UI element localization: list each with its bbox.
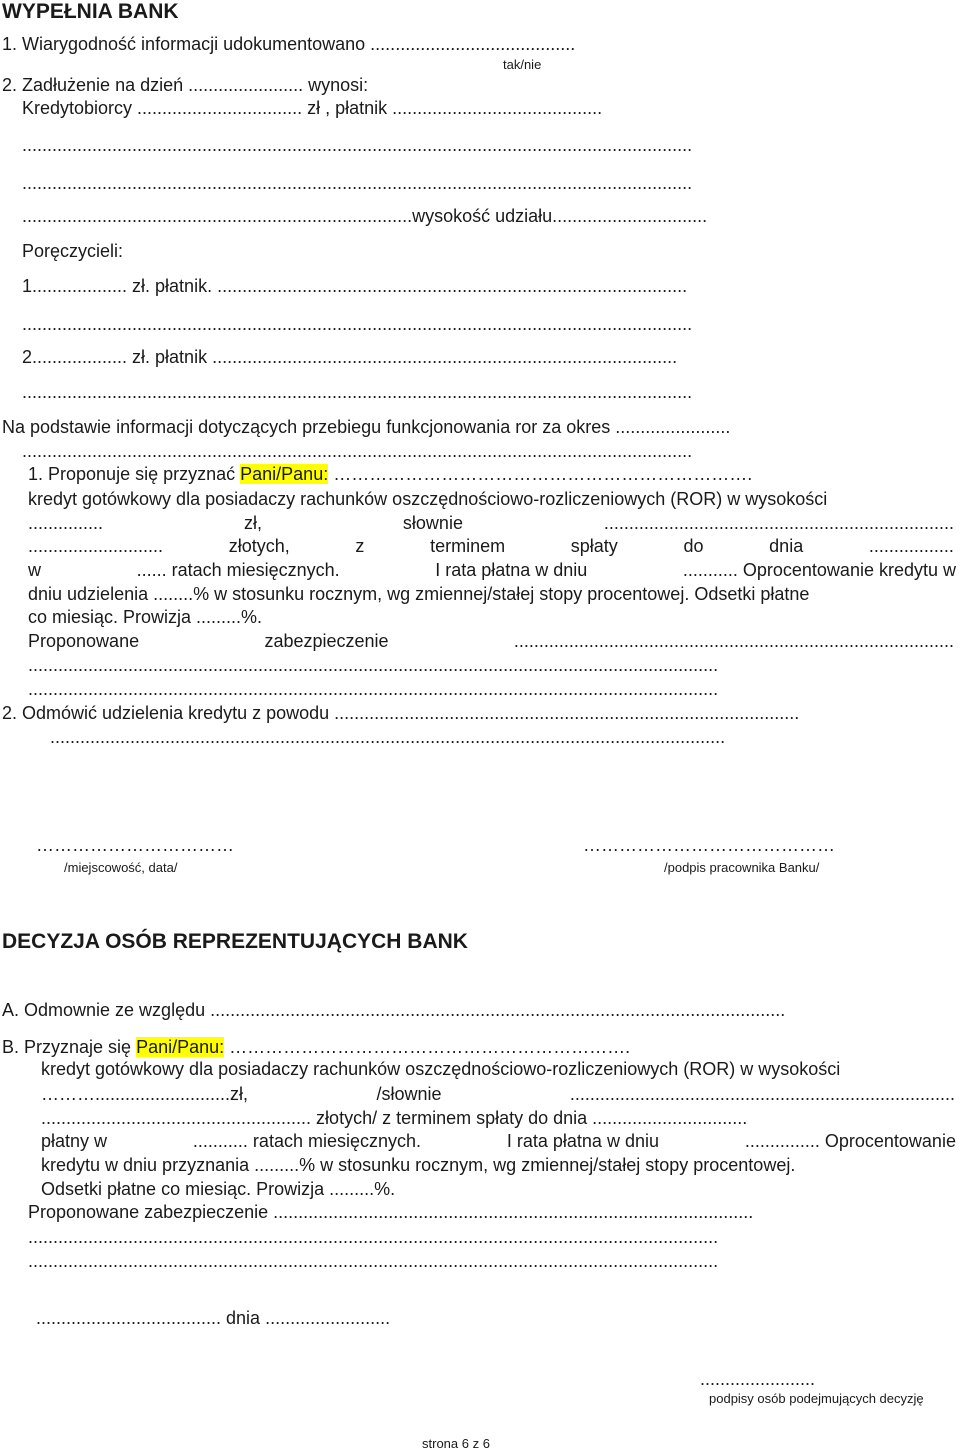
text-seg: I rata płatna w dniu	[506, 1131, 659, 1151]
decision-b-highlight: Pani/Panu:	[136, 1037, 225, 1057]
place-date-dots: ……………………………	[36, 835, 234, 855]
text-seg: dnia	[769, 536, 804, 556]
text-seg: złotych,	[228, 536, 290, 556]
text-seg: ………...........................zł,	[41, 1084, 249, 1104]
info-line-2: 2. Zadłużenie na dzień ....................... wynosi:	[2, 75, 369, 95]
text-seg: ...........................	[28, 536, 164, 556]
proposal-text-4	[28, 559, 956, 581]
proposal-text-5: dniu udzielenia ........% w stosunku rocznym, wg zmiennej/stałej stopy procentowej. Odsetki płatne	[28, 584, 810, 604]
proposal-prefix: 1. Proponuje się przyznać	[28, 464, 236, 484]
decision-signature-dots: .......................	[700, 1369, 816, 1389]
guarantor-1-line: 1................... zł. płatnik. ..............................................................................................	[22, 276, 688, 296]
text-seg: zabezpieczenie	[264, 631, 389, 651]
decision-date-line: ..................................... dnia .........................	[36, 1308, 391, 1328]
decision-text-2	[41, 1083, 955, 1105]
ror-period-line: Na podstawie informacji dotyczących przebiegu funkcjonowania ror za okres .......................	[2, 417, 731, 437]
text-seg: terminem	[430, 536, 506, 556]
decision-b-dots: ………………………………………………………….	[229, 1037, 631, 1057]
proposal-item-1	[28, 463, 752, 485]
proposal-text-3	[28, 535, 954, 557]
text-seg: I rata płatna w dniu	[435, 560, 588, 580]
text-seg: spłaty	[570, 536, 618, 556]
text-seg: zł,	[243, 513, 262, 533]
text-seg: ............... Oprocentowanie	[744, 1131, 956, 1151]
text-seg: w	[28, 560, 41, 580]
info-caption-yes-no: tak/nie	[503, 57, 542, 72]
decision-text-7: Proponowane zabezpieczenie ................................................................................................	[28, 1202, 754, 1222]
guarantors-label: Poręczycieli:	[22, 241, 124, 261]
employee-signature-dots: ……………………………………	[583, 835, 835, 855]
decision-b-prefix: B. Przyznaje się	[2, 1037, 132, 1057]
page-number: strona 6 z 6	[422, 1436, 490, 1449]
text-seg: ...... ratach miesięcznych.	[136, 560, 340, 580]
dots-line: ......................................................................................................................................	[22, 382, 693, 402]
dots-line: ......................................................................................................................................	[22, 314, 693, 334]
dots-line: ..........................................................................................................................................	[28, 679, 719, 699]
text-seg: płatny w	[41, 1131, 108, 1151]
text-seg: ........................................................................................	[513, 631, 954, 651]
text-seg: /słownie	[376, 1084, 442, 1104]
decision-text-3: ...................................................... złotych/ z terminem spłaty do dnia ...............................	[41, 1108, 748, 1128]
text-seg: do	[683, 536, 704, 556]
section-heading-bank: WYPEŁNIA BANK	[2, 0, 179, 23]
text-seg: z	[355, 536, 365, 556]
dots-line: .......................................................................................................................................	[50, 727, 726, 747]
text-seg: Proponowane	[28, 631, 140, 651]
dots-line: ......................................................................................................................................	[22, 441, 693, 461]
dots-line: ......................................................................................................................................	[22, 173, 693, 193]
decision-a-line: A. Odmownie ze względu ...................................................................................................................	[2, 1000, 786, 1020]
decision-text-4	[41, 1130, 956, 1152]
section-heading-decision: DECYZJA OSÓB REPREZENTUJĄCYCH BANK	[2, 930, 468, 953]
guarantor-2-line: 2................... zł. płatnik .............................................................................................	[22, 347, 678, 367]
dots-line: ..........................................................................................................................................	[28, 655, 719, 675]
info-line-1: 1. Wiarygodność informacji udokumentowano .........................................	[2, 34, 576, 54]
proposal-text-6: co miesiąc. Prowizja .........%.	[28, 607, 263, 627]
proposal-highlight: Pani/Panu:	[240, 464, 329, 484]
share-line: ..............................................................................wysokość udziału...............................	[22, 206, 708, 226]
decision-text-1: kredyt gotówkowy dla posiadaczy rachunków oszczędnościowo-rozliczeniowych (ROR) w wysokości	[41, 1059, 841, 1079]
text-seg: ...............	[28, 513, 104, 533]
decision-text-6: Odsetki płatne co miesiąc. Prowizja .........%.	[41, 1179, 396, 1199]
proposal-text-2	[28, 512, 954, 534]
text-seg: ........... Oprocentowanie kredytu w	[682, 560, 956, 580]
employee-signature-label: /podpis pracownika Banku/	[664, 860, 820, 875]
text-seg: ........... ratach miesięcznych.	[192, 1131, 421, 1151]
borrower-line: Kredytobiorcy ................................. zł , płatnik ..........................................	[22, 98, 603, 118]
decision-signature-label: podpisy osób podejmujących decyzję	[709, 1391, 924, 1406]
proposal-dots: …………………………………………………………….	[333, 464, 753, 484]
decision-b-line	[2, 1036, 630, 1058]
dots-line: ......................................................................................................................................	[22, 135, 693, 155]
text-seg: słownie	[402, 513, 463, 533]
proposal-text-1: kredyt gotówkowy dla posiadaczy rachunków oszczędnościowo-rozliczeniowych (ROR) w wysokości	[28, 489, 828, 509]
text-seg: .............................................................................	[569, 1084, 955, 1104]
refusal-line: 2. Odmówić udzielenia kredytu z powodu .............................................................................................	[2, 703, 800, 723]
dots-line: ..........................................................................................................................................	[28, 1251, 719, 1271]
text-seg: .................	[868, 536, 954, 556]
dots-line: ..........................................................................................................................................	[28, 1227, 719, 1247]
place-date-label: /miejscowość, data/	[64, 860, 178, 875]
text-seg: ......................................................................	[603, 513, 954, 533]
proposal-text-7	[28, 630, 954, 652]
decision-text-5: kredytu w dniu przyznania .........% w stosunku rocznym, wg zmiennej/stałej stopy procentowej.	[41, 1155, 796, 1175]
